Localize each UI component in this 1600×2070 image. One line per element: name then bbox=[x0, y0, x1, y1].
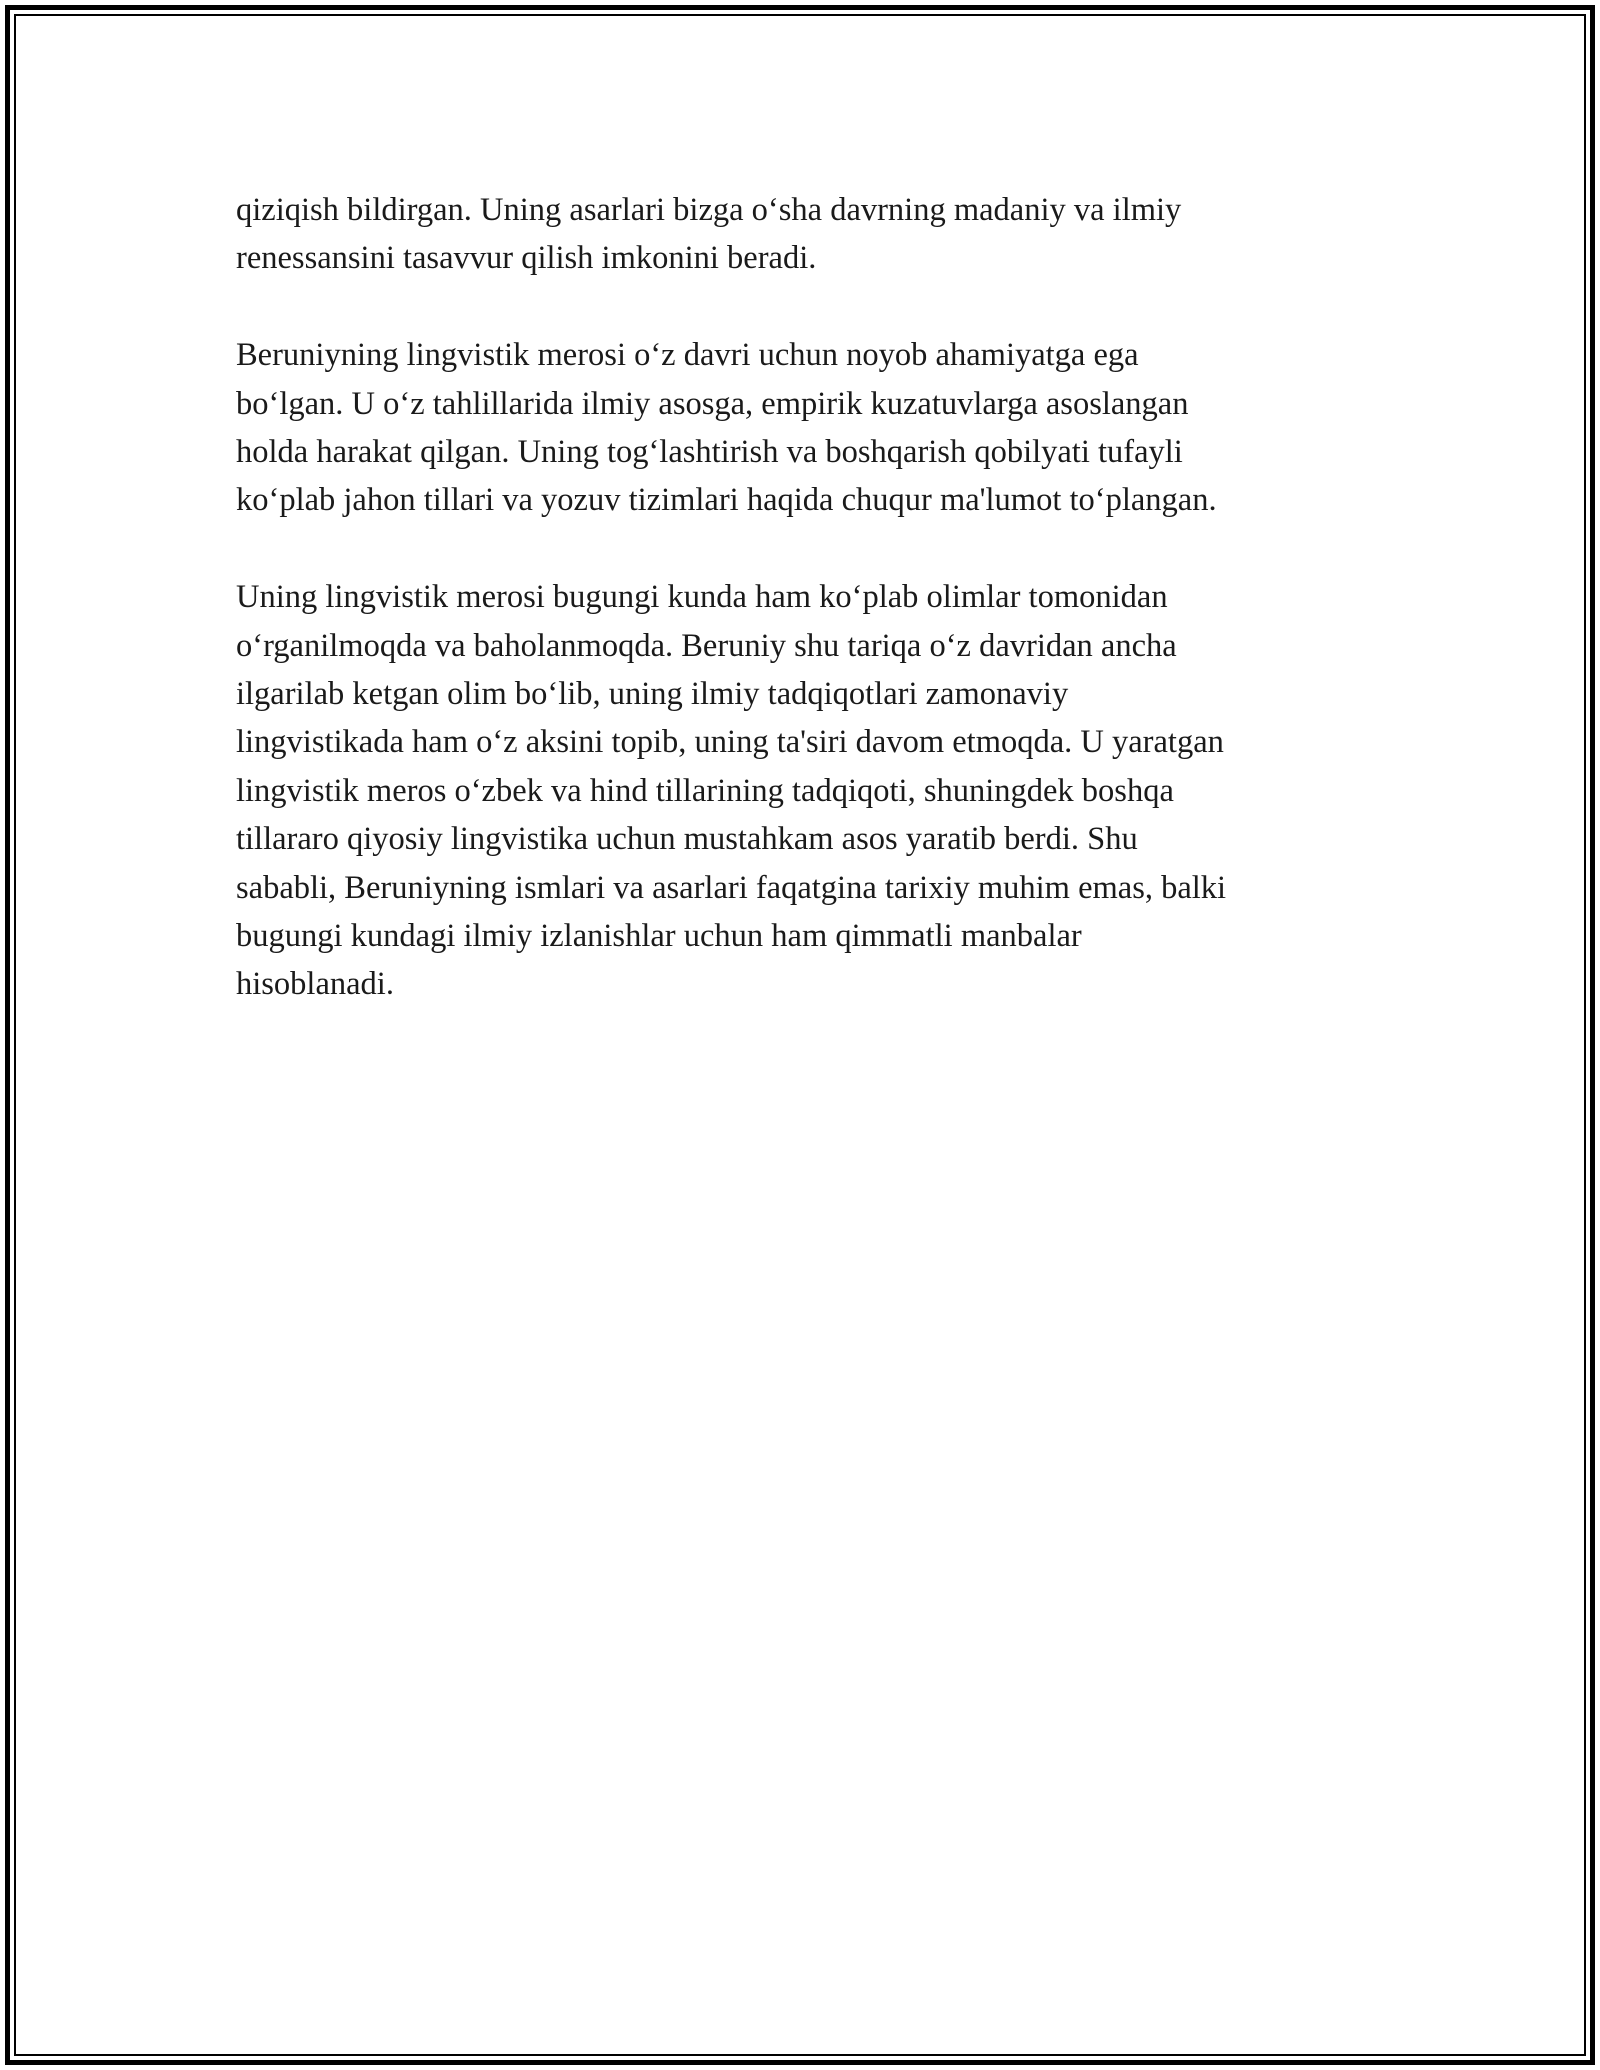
text-line: Beruniyning lingvistik merosi o‘z davri uchun noyob ahamiyatga ega bbox=[236, 337, 1139, 374]
paragraph-3 bbox=[236, 573, 1386, 1009]
paragraph-1 bbox=[236, 186, 1386, 283]
document-body bbox=[236, 186, 1386, 1057]
text-line: renessansini tasavvur qilish imkonini beradi. bbox=[236, 240, 817, 277]
text-line: Uning lingvistik merosi bugungi kunda ham ko‘plab olimlar tomonidan bbox=[236, 579, 1168, 616]
text-line: bugungi kundagi ilmiy izlanishlar uchun ham qimmatli manbalar bbox=[236, 918, 1082, 955]
text-line: bo‘lgan. U o‘z tahlillarida ilmiy asosga, empirik kuzatuvlarga asoslangan bbox=[236, 385, 1189, 422]
text-line: ko‘plab jahon tillari va yozuv tizimlari haqida chuqur ma'lumot to‘plangan. bbox=[236, 482, 1217, 519]
text-line: ilgarilab ketgan olim bo‘lib, uning ilmiy tadqiqotlari zamonaviy bbox=[236, 676, 1069, 713]
text-line: holda harakat qilgan. Uning tog‘lashtirish va boshqarish qobilyati tufayli bbox=[236, 434, 1183, 471]
text-line: lingvistikada ham o‘z aksini topib, uning ta'siri davom etmoqda. U yaratgan bbox=[236, 724, 1224, 761]
text-line: tillararo qiyosiy lingvistika uchun mustahkam asos yaratib berdi. Shu bbox=[236, 821, 1138, 858]
text-line: sababli, Beruniyning ismlari va asarlari faqatgina tarixiy muhim emas, balki bbox=[236, 869, 1227, 906]
text-line: o‘rganilmoqda va baholanmoqda. Beruniy shu tariqa o‘z davridan ancha bbox=[236, 627, 1177, 664]
text-line: qiziqish bildirgan. Uning asarlari bizga o‘sha davrning madaniy va ilmiy bbox=[236, 192, 1182, 228]
text-line: lingvistik meros o‘zbek va hind tillarining tadqiqoti, shuningdek boshqa bbox=[236, 772, 1174, 809]
paragraph-2 bbox=[236, 331, 1386, 525]
text-line: hisoblanadi. bbox=[236, 966, 394, 1003]
